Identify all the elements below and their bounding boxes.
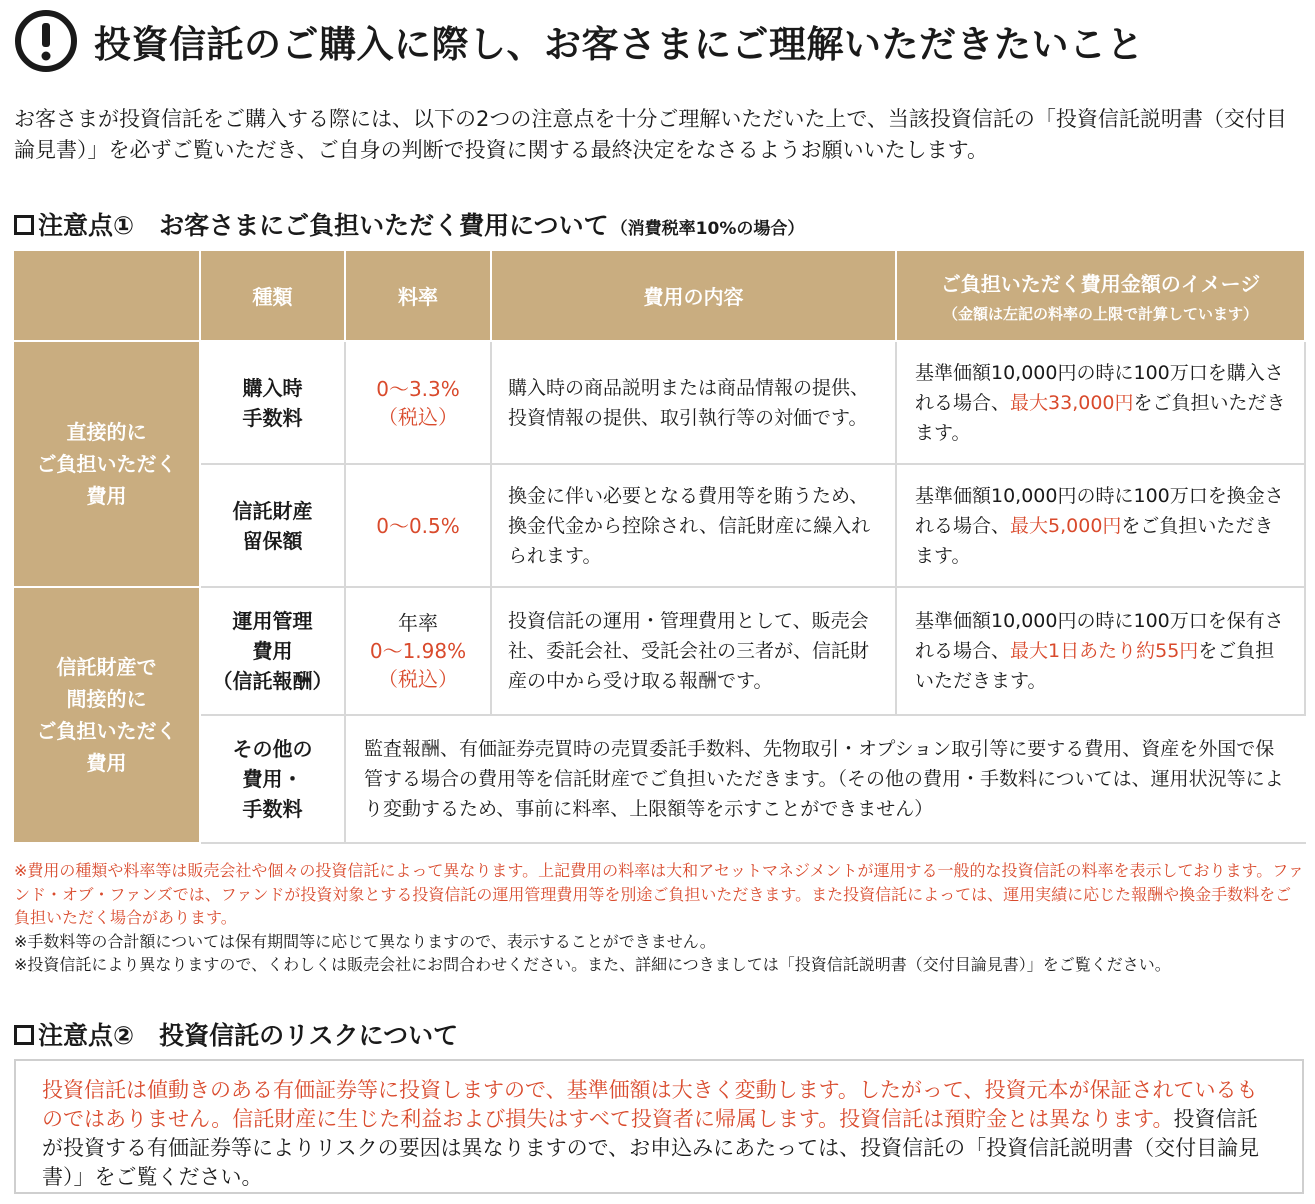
image-management: 基準価額10,000円の時に100万口を保有される場合、最大1日あたり約55円をご負担いただきます。 — [896, 587, 1305, 715]
fee-notes — [14, 859, 1306, 977]
square-bullet-icon — [14, 1025, 34, 1045]
page-header — [14, 6, 1144, 76]
note-item: ※手数料等の合計額については保有期間等に応じて異なりますので、表示することができません。 — [14, 931, 716, 951]
header-kind: 種類 — [200, 250, 345, 341]
image-purchase: 基準価額10,000円の時に100万口を購入される場合、最大33,000円をご負担いただきます。 — [896, 341, 1305, 464]
kind-reserve: 信託財産 留保額 — [200, 464, 345, 587]
section1-subtitle: （消費税率10%の場合） — [610, 219, 805, 239]
exclamation-circle-icon — [14, 9, 78, 73]
header-image-note: （金額は左記の料率の上限で計算しています） — [942, 304, 1258, 323]
rate-purchase: 0～3.3% （税込） — [345, 341, 491, 464]
header-image-title: ご負担いただく費用金額のイメージ — [940, 271, 1261, 296]
square-bullet-icon — [14, 215, 34, 235]
section2-heading — [14, 1016, 458, 1052]
table-row — [13, 587, 1305, 715]
page-title: 投資信託のご購入に際し、お客さまにご理解いただきたいこと — [94, 23, 1144, 66]
table-header-row — [13, 250, 1305, 341]
header-rate: 料率 — [345, 250, 491, 341]
section1-heading — [14, 206, 804, 242]
content-purchase: 購入時の商品説明または商品情報の提供、投資情報の提供、取引執行等の対価です。 — [491, 341, 896, 464]
note-item: ※費用の種類や料率等は販売会社や個々の投資信託によって異なります。上記費用の料率は大和アセットマネジメントが運用する一般的な投資信託の料率を表示しております。ファンド・オブ・ファンズでは、ファンドが投資対象とする投資信託の運用管理費用等を別途ご負担いただきます。また投資信託によっては、運用実績に応じた報酬や換金手数料をご負担いただく場合があります。 — [14, 861, 1304, 927]
fee-table — [12, 249, 1306, 844]
header-content: 費用の内容 — [491, 250, 896, 341]
risk-text-red: 投資信託は値動きのある有価証券等に投資しますので、基準価額は大きく変動します。したがって、投資元本が保証されているものではありません。信託財産に生じた利益および損失はすべて投資者に帰属します。投資信託は預貯金とは異なります。 — [42, 1078, 1258, 1131]
kind-purchase: 購入時 手数料 — [200, 341, 345, 464]
category-indirect: 信託財産で 間接的に ご負担いただく 費用 — [13, 587, 200, 843]
section1-title: 注意点① お客さまにご負担いただく費用について — [38, 211, 609, 240]
image-reserve: 基準価額10,000円の時に100万口を換金される場合、最大5,000円をご負担いただきます。 — [896, 464, 1305, 587]
rate-reserve: 0～0.5% — [345, 464, 491, 587]
section2-title: 注意点② 投資信託のリスクについて — [38, 1021, 459, 1050]
header-image — [896, 250, 1305, 341]
category-direct: 直接的に ご負担いただく 費用 — [13, 341, 200, 587]
header-corner — [13, 250, 200, 341]
table-row — [13, 715, 1305, 843]
table-row — [13, 464, 1305, 587]
table-row — [13, 341, 1305, 464]
risk-box — [14, 1059, 1304, 1194]
note-item: ※投資信託により異なりますので、くわしくは販売会社にお問合わせください。また、詳細につきましては「投資信託説明書（交付目論見書）」をご覧ください。 — [14, 955, 1171, 974]
content-reserve: 換金に伴い必要となる費用等を賄うため、換金代金から控除され、信託財産に繰入れられます。 — [491, 464, 896, 587]
risk-text: 投資信託が投資する有価証券等によりリスクの要因は異なりますので、お申込みにあたっては、投資信託の「投資信託説明書（交付目論見書）」をご覧ください。 — [42, 1107, 1260, 1189]
intro-text: お客さまが投資信託をご購入する際には、以下の2つの注意点を十分ご理解いただいた上で、当該投資信託の「投資信託説明書（交付目論見書）」を必ずご覧いただき、ご自身の判断で投資に関する最終決定をなさるようお願いいたします。 — [14, 107, 1287, 162]
content-management: 投資信託の運用・管理費用として、販売会社、委託会社、受託会社の三者が、信託財産の中から受け取る報酬です。 — [491, 587, 896, 715]
kind-management: 運用管理 費用 （信託報酬） — [200, 587, 345, 715]
kind-other: その他の 費用・ 手数料 — [200, 715, 345, 843]
content-other: 監査報酬、有価証券売買時の売買委託手数料、先物取引・オプション取引等に要する費用、資産を外国で保管する場合の費用等を信託財産でご負担いただきます。（その他の費用・手数料については、運用状況等により変動するため、事前に料率、上限額等を示すことができません） — [345, 715, 1305, 843]
rate-management: 年率 0～1.98% （税込） — [345, 587, 491, 715]
